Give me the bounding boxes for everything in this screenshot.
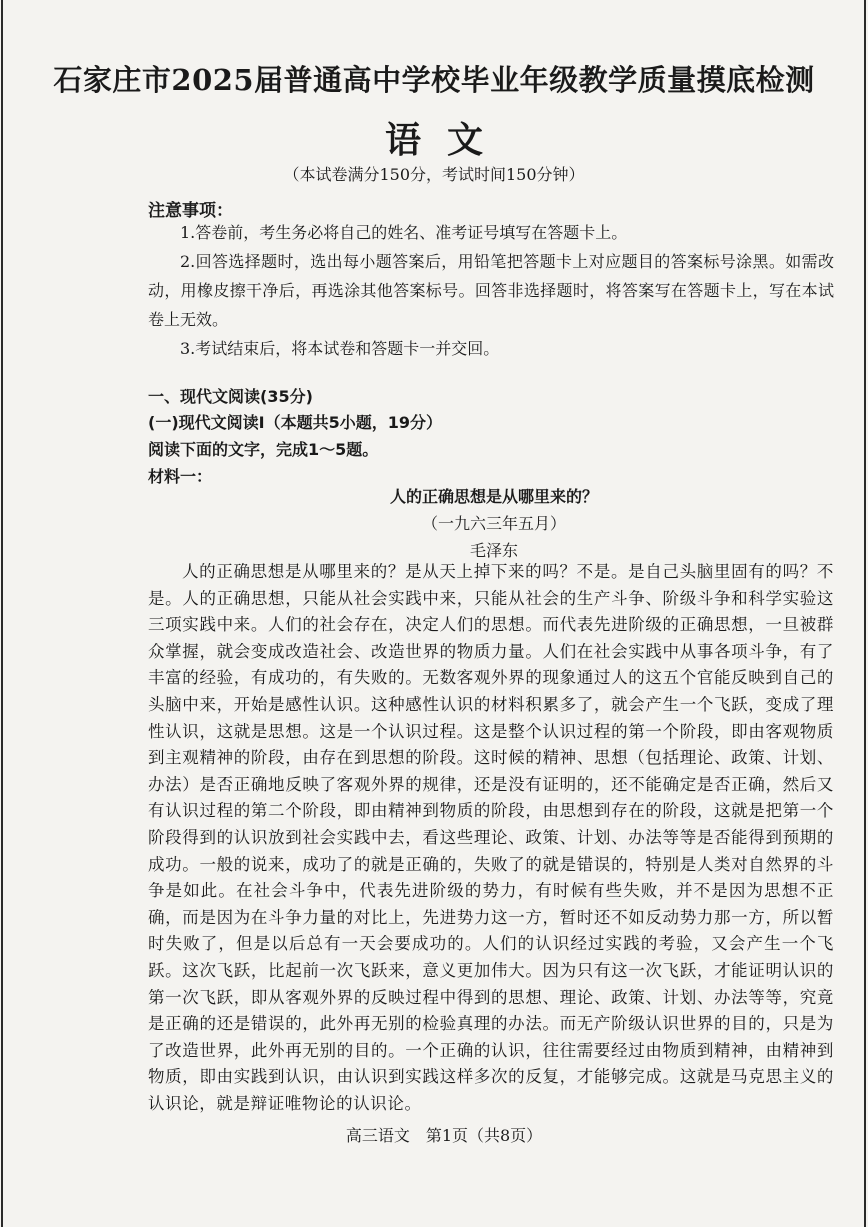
article-title: 人的正确思想是从哪里来的？: [389, 487, 598, 506]
article-author: 毛泽东: [469, 541, 518, 560]
instruction-item-2: 2.回答选择题时，选出每小题答案后，用铅笔把答题卡上对应题目的答案标号涂黑。如需改动，用橡皮擦干净后，再选涂其他答案标号。回答非选择题时，将答案写在答题卡上，写在本试卷上无效。: [148, 252, 834, 329]
page-footer: 高三语文 第1页（共8页）: [345, 1126, 543, 1145]
notice-heading: 注意事项：: [148, 201, 233, 221]
subject-title: 语文: [384, 119, 509, 161]
instruction-item-3: 3.考试结束后，将本试卷和答题卡一并交回。: [180, 339, 500, 358]
instruction-item-1: 1.答卷前，考生务必将自己的姓名、准考证号填写在答题卡上。: [180, 223, 628, 242]
reading-instruction: 阅读下面的文字，完成1～5题。: [148, 440, 379, 459]
article-paragraph: 人的正确思想是从哪里来的？是从天上掉下来的吗？不是。是自己头脑里固有的吗？不是。人的正确思想，只能从社会实践中来，只能从社会的生产斗争、阶级斗争和科学实验这三项实践中来。人们的社会存在，决定人们的思想。而代表先进阶级的正确思想，一旦被群众掌握，就会变成改造社会、改造世界的物质力量。人们在社会实践中从事各项斗争，有了丰富的经验，有成功的，有失败的。无数客观外界的现象通过人的这五个官能反映到自己的头脑中来，开始是感性认识。这种感性认识的材料积累多了，就会产生一个飞跃，变成了理性认识，这就是思想。这是一个认识过程。这是整个认识过程的第一个阶段，即由客观物质到主观精神的阶段，由存在到思想的阶段。这时候的精神、思想（包括理论、政策、计划、办法）是否正确地反映了客观外界的规律，还是没有证明的，还不能确定是否正确，然后又有认识过程的第二个阶段，即由精神到物质的阶段，由思想到存在的阶段，这就是把第一个阶段得到的认识放到社会实践中去，看这些理论、政策、计划、办法等等是否能得到预期的成功。一般的说来，成功了的就是正确的，失败了的就是错误的，特别是人类对自然界的斗争是如此。在社会斗争中，代表先进阶级的势力，有时候有些失败，并不是因为思想不正确，而是因为在斗争力量的对比上，先进势力这一方，暂时还不如反动势力那一方，所以暂时失败了，但是以后总有一天会要成功的。人们的认识经过实践的考验，又会产生一个飞跃。这次飞跃，比起前一次飞跃来，意义更加伟大。因为只有这一次飞跃，才能证明认识的第一次飞跃，即从客观外界的反映过程中得到的思想、理论、政策、计划、办法等等，究竟是正确的还是错误的，此外再无别的检验真理的办法。而无产阶级认识世界的目的，只是为了改造世界，此外再无别的目的。一个正确的认识，往往需要经过由物质到精神，由精神到物质，即由实践到认识，由认识到实践这样多次的反复，才能够完成。这就是马克思主义的认识论，就是辩证唯物论的认识论。: [148, 562, 834, 1113]
exam-title: 石家庄市2025届普通高中学校毕业年级教学质量摸底检测: [53, 63, 815, 97]
sub-section-title: (一)现代文阅读Ⅰ（本题共5小题，19分）: [148, 413, 442, 432]
article-date: （一九六三年五月）: [421, 514, 566, 533]
article-body: [148, 559, 834, 1117]
part-title: 一、现代文阅读(35分): [148, 387, 313, 406]
material-label: 材料一：: [148, 467, 213, 486]
exam-note: （本试卷满分150分，考试时间150分钟）: [283, 165, 585, 184]
instructions-list: [148, 218, 834, 363]
